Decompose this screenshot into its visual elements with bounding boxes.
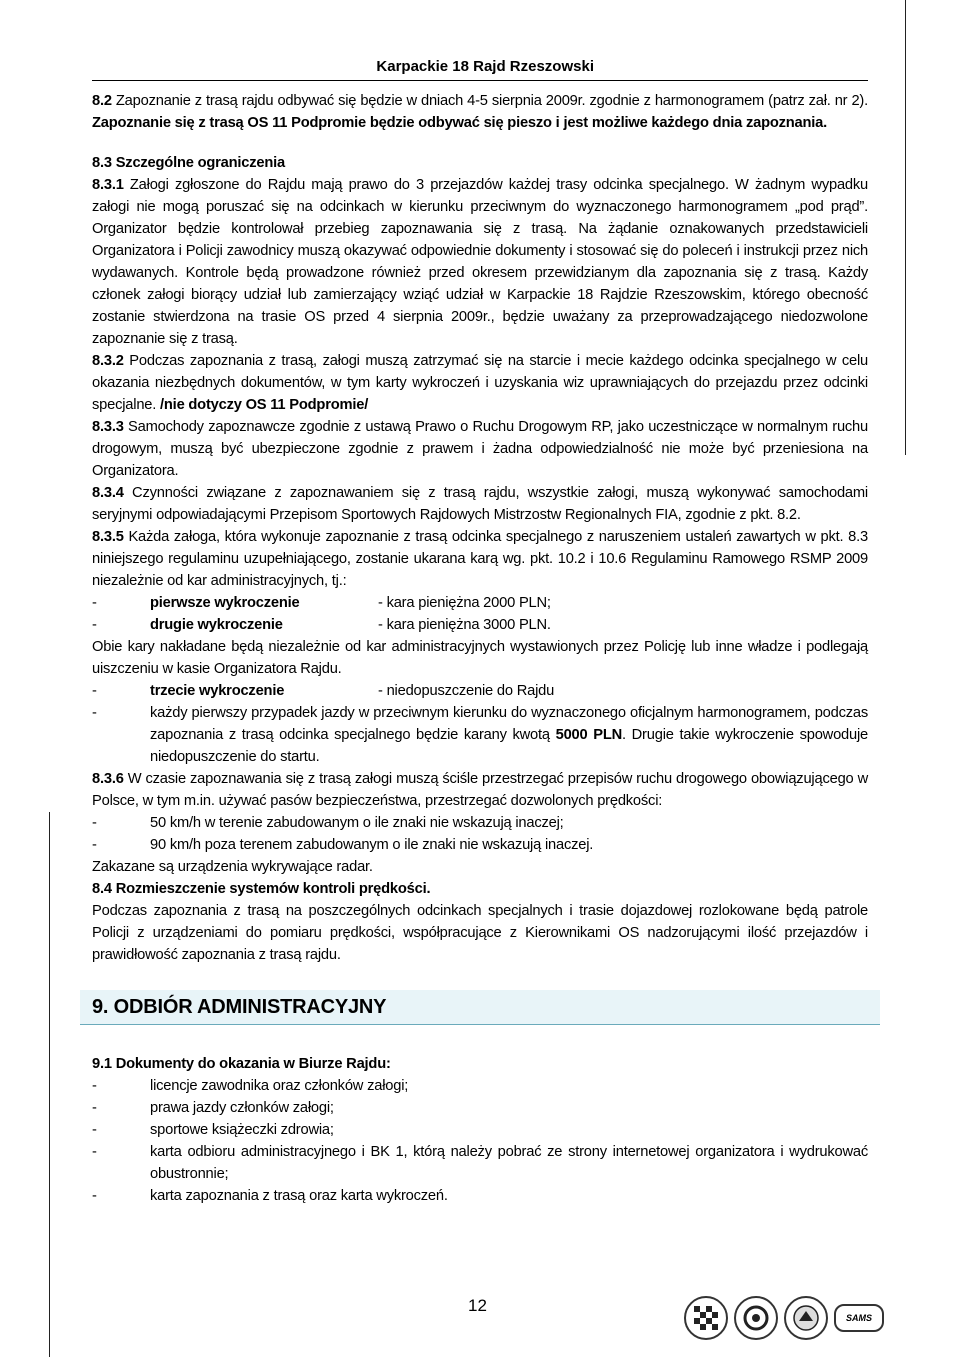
document-body bbox=[92, 90, 868, 1207]
section-8-3-1: 8.3.1 Załogi zgłoszone do Rajdu mają prawo do 3 przejazdów każdej trasy odcinka specjalnego. W żadnym wypadku załogi nie mogą poruszać się na odcinkach w kierunku przeciwnym do wyznaczonego harmonogramem „pod prąd”. Organizator będzie kontrolował przebieg zapoznawania się z trasą. Na żądanie oznakowanych przedstawicieli Organizatora i Policji zawodnicy muszą okazywać odpowiednie dokumenty i stosować się do poleceń i instrukcji przez nich wydawanych. Kontrole będą prowadzone również przed okresem przewidzianym dla zapoznania się z trasą. Każdy członek załogi biorący udział lub zamierzający wziąć udział w Karpackie 18 Rajdzie Rzeszowskim, którego obecność zostanie stwierdzona na trasie OS przed 4 sierpnia 2009r., będzie uważany za przeprowadzającego niedozwolone zapoznanie się z trasą. bbox=[92, 177, 868, 347]
header-rule bbox=[92, 80, 868, 81]
document-item: - karta odbioru administracyjnego i BK 1, którą należy pobrać ze strony internetowej organizatora i wydrukować obustronnie; bbox=[92, 1144, 868, 1182]
pzm-logo-icon bbox=[784, 1296, 828, 1340]
document-item: - prawa jazdy członków załogi; bbox=[92, 1100, 334, 1116]
section-8-3-5: 8.3.5 Każda załoga, która wykonuje zapoznanie z trasą odcinka specjalnego z naruszeniem ustaleń zawartych w pkt. 8.3 niniejszego regulaminu uzupełniającego, zostanie ukarana karą wg. pkt. 10.2 i 10.6 Regulaminu Ramowego RSMP 2009 niezależnie od kar administracyjnych, tj.: bbox=[92, 529, 868, 589]
section-9-heading: 9. ODBIÓR ADMINISTRACYJNY bbox=[80, 990, 880, 1025]
section-8-2: 8.2 Zapoznanie z trasą rajdu odbywać się będzie w dniach 4-5 sierpnia 2009r. zgodnie z harmonogramem (patrz zał. nr 2). Zapoznanie się z trasą OS 11 Podpromie będzie odbywać się pieszo i jest możliwe każdego dnia zapoznania. bbox=[92, 93, 868, 131]
section-8-3-4: 8.3.4 Czynności związane z zapoznawaniem się z trasą rajdu, wszystkie załogi, muszą wykonywać samochodami seryjnymi odpowiadającymi Przepisom Sportowych Rajdowych Mistrzostw Regionalnych FIA, zgodnie z pkt. 8.2. bbox=[92, 485, 868, 523]
section-8-3-2: 8.3.2 Podczas zapoznania z trasą, załogi muszą zatrzymać się na starcie i mecie każdego odcinka specjalnego w celu okazania niezbędnych dokumentów, w tym karty wykroczeń i uzyskania wiz uprawniających do przejazdu przez odcinki specjalne. /nie dotyczy OS 11 Podpromie/ bbox=[92, 353, 868, 413]
right-margin-line bbox=[905, 0, 906, 455]
page-header: Karpackie 18 Rajd Rzeszowski bbox=[376, 58, 594, 75]
section-8-3-3: 8.3.3 Samochody zapoznawcze zgodnie z ustawą Prawo o Ruchu Drogowym RP, jako uczestniczące w normalnym ruchu drogowym, muszą być ubezpieczone zgodnie z prawem i żadna odpowiedzialność nie może być przeniesiona na Organizatora. bbox=[92, 419, 868, 479]
checkered-flag-logo-icon bbox=[684, 1296, 728, 1340]
sams-logo: SAMS bbox=[834, 1304, 884, 1332]
section-8-3-heading: 8.3 Szczególne ograniczenia bbox=[92, 155, 285, 171]
penalty-3: - trzecie wykroczenie - niedopuszczenie do Rajdu bbox=[92, 683, 555, 699]
document-item: - karta zapoznania z trasą oraz karta wykroczeń. bbox=[92, 1188, 448, 1204]
speed-limit-2: - 90 km/h poza terenem zabudowanym o ile znaki nie wskazują inaczej. bbox=[92, 837, 594, 853]
radar-note: Zakazane są urządzenia wykrywające radar. bbox=[92, 859, 373, 875]
document-item: - licencje zawodnika oraz członków załogi; bbox=[92, 1078, 409, 1094]
section-8-4-text: Podczas zapoznania z trasą na poszczególnych odcinkach specjalnych i trasie dojazdowej rozlokowane będą patrole Policji z urządzeniami do pomiaru prędkości, współpracujące z Kierownikami OS nadzorującymi ilość przejazdów i prawidłowość zapoznania z trasą rajdu. bbox=[92, 903, 868, 963]
section-8-4-heading: 8.4 Rozmieszczenie systemów kontroli prędkości. bbox=[92, 881, 431, 897]
penalty-2: - drugie wykroczenie - kara pieniężna 3000 PLN. bbox=[92, 617, 551, 633]
section-9-1-heading: 9.1 Dokumenty do okazania w Biurze Rajdu: bbox=[92, 1056, 391, 1072]
penalty-1: - pierwsze wykroczenie - kara pieniężna 2000 PLN; bbox=[92, 595, 551, 611]
speed-limit-1: - 50 km/h w terenie zabudowanym o ile znaki nie wskazują inaczej; bbox=[92, 815, 564, 831]
document-item: - sportowe książeczki zdrowia; bbox=[92, 1122, 334, 1138]
sponsor-logos bbox=[684, 1296, 884, 1340]
club-emblem-logo-icon bbox=[734, 1296, 778, 1340]
penalty-note: Obie kary nakładane będą niezależnie od kar administracyjnych wystawionych przez Policję lub inne władze i podlegają uiszczeniu w kasie Organizatora Rajdu. bbox=[92, 639, 868, 677]
section-8-3-6: 8.3.6 W czasie zapoznawania się z trasą załogi muszą ściśle przestrzegać przepisów ruchu drogowego obowiązującego w Polsce, w tym m.in. używać pasów bezpieczeństwa, przestrzegać dozwolonych prędkości: bbox=[92, 771, 868, 809]
penalty-4: - każdy pierwszy przypadek jazdy w przeciwnym kierunku do wyznaczonego oficjalnym harmonogramem, podczas zapoznania z trasą odcinka specjalnego będzie karany kwotą 5000 PLN. Drugie takie wykroczenie spowoduje niedopuszczenie do startu. bbox=[92, 705, 869, 765]
left-margin-line bbox=[49, 812, 50, 1357]
page-number: 12 bbox=[468, 1296, 487, 1315]
